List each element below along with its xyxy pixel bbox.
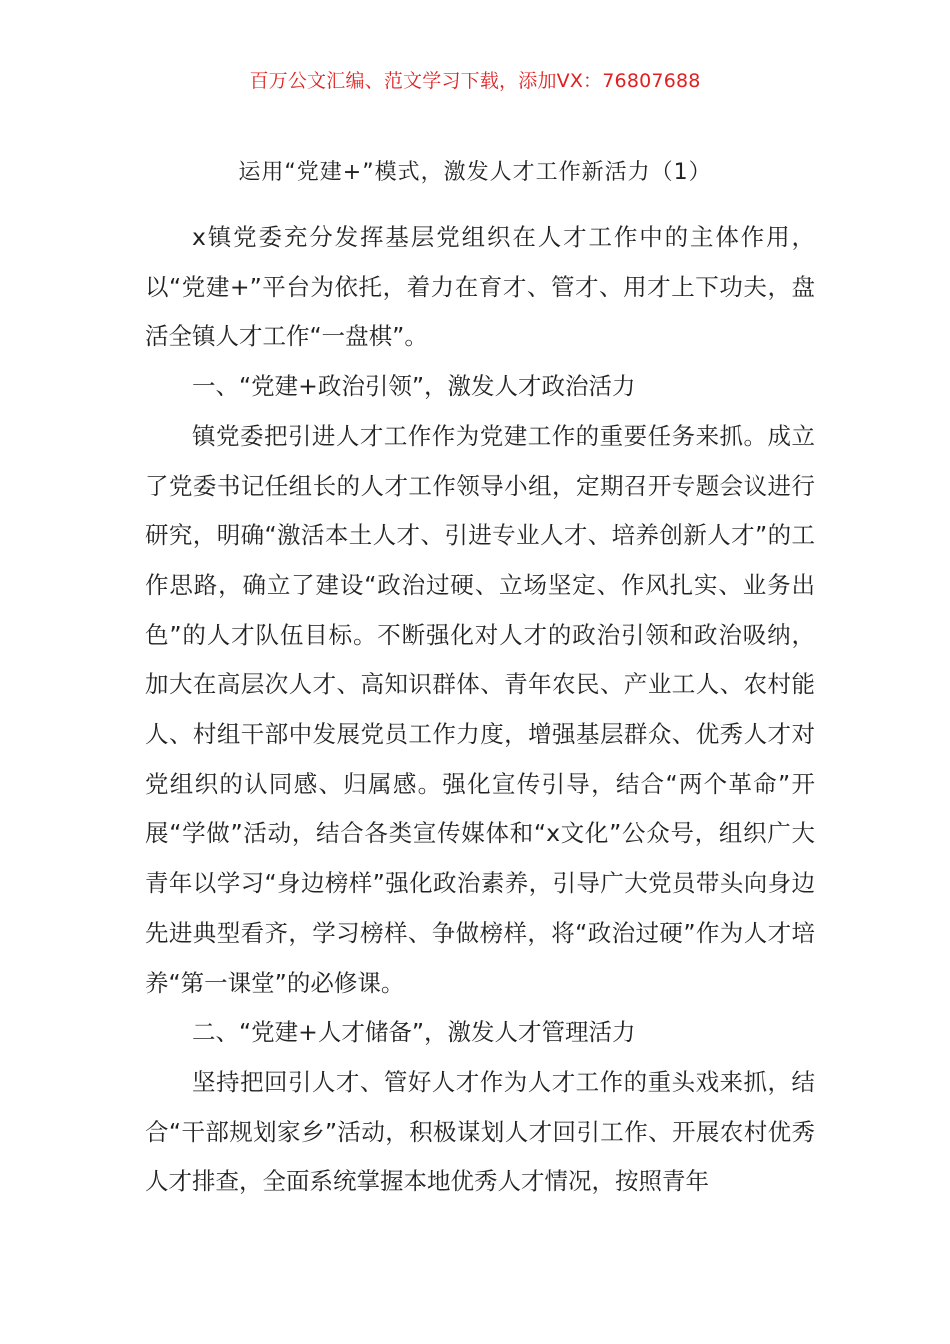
section-heading-2: 二、“党建+人才储备”，激发人才管理活力 (192, 1018, 636, 1047)
document-body (145, 213, 815, 1207)
paragraph-section-1: 镇党委把引进人才工作作为党建工作的重要任务来抓。成立了党委书记任组长的人才工作领导小组，定期召开专题会议进行研究，明确“激活本土人才、引进专业人才、培养创新人才”的工作思路，确立了建设“政治过硬、立场坚定、作风扎实、业务出色”的人才队伍目标。不断强化对人才的政治引领和政治吸纳，加大在高层次人才、高知识群体、青年农民、产业工人、农村能人、村组干部中发展党员工作力度，增强基层群众、优秀人才对党组织的认同感、归属感。强化宣传引导，结合“两个革命”开展“学做”活动，结合各类宣传媒体和“x文化”公众号，组织广大青年以学习“身边榜样”强化政治素养，引导广大党员带头向身边先进典型看齐，学习榜样、争做榜样，将“政治过硬”作为人才培养“第一课堂”的必修课。 (145, 421, 815, 997)
paragraph-section-2: 坚持把回引人才、管好人才作为人才工作的重头戏来抓，结合“干部规划家乡”活动，积极谋划人才回引工作、开展农村优秀人才排查，全面系统掌握本地优秀人才情况，按照青年 (145, 1067, 815, 1196)
promo-banner: 百万公文汇编、范文学习下载，添加VX：76807688 (249, 70, 701, 92)
section-heading-1: 一、“党建+政治引领”，激发人才政治活力 (192, 372, 636, 401)
paragraph-intro: x镇党委充分发挥基层党组织在人才工作中的主体作用，以“党建+”平台为依托，着力在育才、管才、用才上下功夫，盘活全镇人才工作“一盘棋”。 (145, 223, 815, 351)
document-title: 运用“党建+”模式，激发人才工作新活力（1） (238, 160, 712, 185)
